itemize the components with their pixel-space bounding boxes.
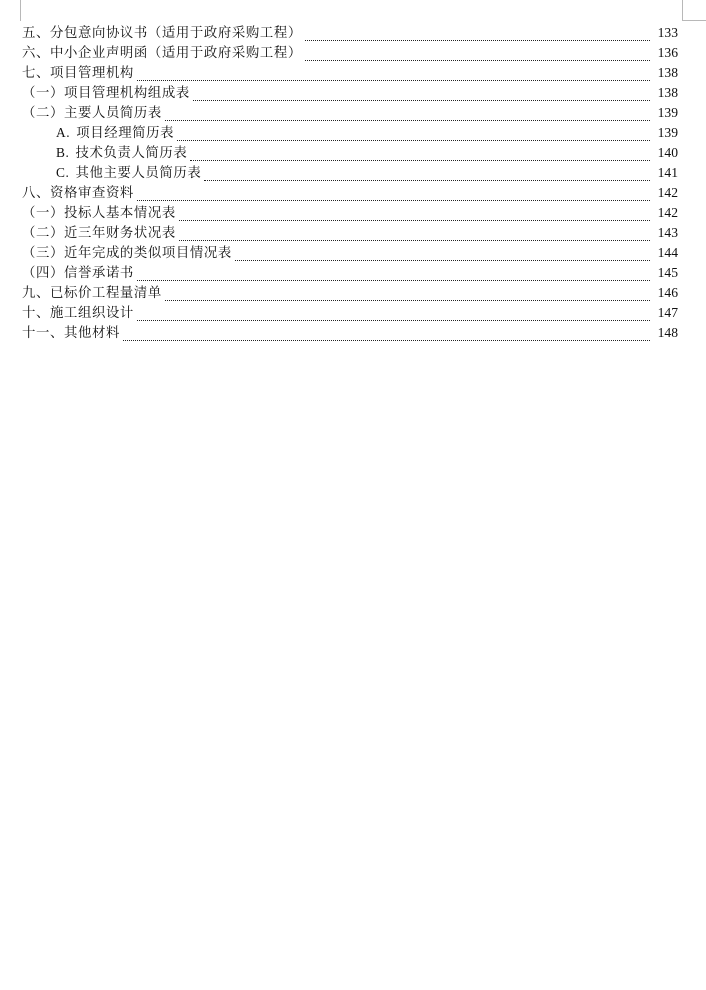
toc-page-number: 142 — [657, 185, 678, 200]
toc-entry-title: 十、施工组织设计 — [22, 306, 134, 321]
toc-page-number: 145 — [657, 265, 678, 280]
toc-leader-dots — [123, 340, 650, 341]
toc-leader-dots — [165, 300, 650, 301]
page-corner-mark-right — [682, 0, 683, 21]
toc-page-number: 138 — [657, 85, 678, 100]
toc-page-number: 141 — [657, 165, 678, 180]
toc-entry-title: 八、资格审查资料 — [22, 186, 134, 201]
toc-entry-title: 十一、其他材料 — [22, 326, 120, 341]
toc-leader-dots — [179, 240, 650, 241]
toc-entry[interactable] — [22, 23, 678, 43]
toc-entry[interactable] — [22, 323, 678, 343]
toc-entry-text: 技术负责人简历表 — [75, 146, 188, 161]
page-corner-mark-left — [20, 0, 21, 21]
toc-entry-title: 九、已标价工程量清单 — [22, 286, 162, 301]
toc-page-number: 133 — [657, 25, 678, 40]
toc-entry[interactable] — [22, 223, 678, 243]
toc-entry-letter: C. — [56, 165, 70, 180]
toc-page-number: 139 — [657, 125, 678, 140]
toc-leader-dots — [165, 120, 650, 121]
toc-entry-title: （二）主要人员简历表 — [22, 106, 162, 121]
toc-entry-title: （一）项目管理机构组成表 — [22, 86, 190, 101]
toc-entry-title: 六、中小企业声明函（适用于政府采购工程） — [22, 46, 302, 61]
toc-entry[interactable] — [22, 83, 678, 103]
toc-entry-title — [56, 123, 174, 144]
toc-leader-dots — [137, 280, 650, 281]
toc-entry[interactable] — [22, 63, 678, 83]
toc-leader-dots — [305, 40, 650, 41]
toc-leader-dots — [177, 140, 650, 141]
toc-entry-title: （二）近三年财务状况表 — [22, 226, 176, 241]
toc-leader-dots — [204, 180, 650, 181]
toc-leader-dots — [190, 160, 650, 161]
toc-entry-title — [56, 143, 187, 164]
toc-leader-dots — [193, 100, 650, 101]
toc-entry-title: 五、分包意向协议书（适用于政府采购工程） — [22, 26, 302, 41]
toc-page-number: 148 — [657, 325, 678, 340]
toc-entry[interactable] — [22, 143, 678, 163]
toc-entry[interactable] — [22, 43, 678, 63]
toc-entry-text: 项目经理简历表 — [76, 126, 175, 141]
toc-entry-letter: B. — [56, 145, 70, 160]
toc-leader-dots — [179, 220, 650, 221]
toc-page-number: 139 — [657, 105, 678, 120]
toc-entry[interactable] — [22, 243, 678, 263]
toc-page-number: 138 — [657, 65, 678, 80]
toc-entry[interactable] — [22, 183, 678, 203]
toc-entry-title: 七、项目管理机构 — [22, 66, 134, 81]
toc-entry-letter: A. — [56, 125, 71, 140]
toc-leader-dots — [137, 200, 650, 201]
toc-page-number: 144 — [657, 245, 678, 260]
toc-entry[interactable] — [22, 203, 678, 223]
toc-entry-text: 其他主要人员简历表 — [75, 166, 202, 181]
toc-entry[interactable] — [22, 303, 678, 323]
toc-entry-title: （一）投标人基本情况表 — [22, 206, 176, 221]
toc-leader-dots — [137, 80, 650, 81]
toc-entry-title: （四）信誉承诺书 — [22, 266, 134, 281]
toc-entry[interactable] — [22, 263, 678, 283]
toc-entry-title: （三）近年完成的类似项目情况表 — [22, 246, 232, 261]
toc-page-number: 136 — [657, 45, 678, 60]
toc-leader-dots — [137, 320, 650, 321]
toc-page-number: 147 — [657, 305, 678, 320]
toc-page-number: 146 — [657, 285, 678, 300]
table-of-contents — [22, 23, 678, 343]
toc-entry[interactable] — [22, 163, 678, 183]
toc-entry[interactable] — [22, 123, 678, 143]
toc-page-number: 142 — [657, 205, 678, 220]
toc-entry-title — [56, 163, 201, 184]
toc-page-number: 140 — [657, 145, 678, 160]
toc-leader-dots — [305, 60, 650, 61]
toc-page-number: 143 — [657, 225, 678, 240]
toc-entry[interactable] — [22, 283, 678, 303]
toc-leader-dots — [235, 260, 650, 261]
toc-entry[interactable] — [22, 103, 678, 123]
